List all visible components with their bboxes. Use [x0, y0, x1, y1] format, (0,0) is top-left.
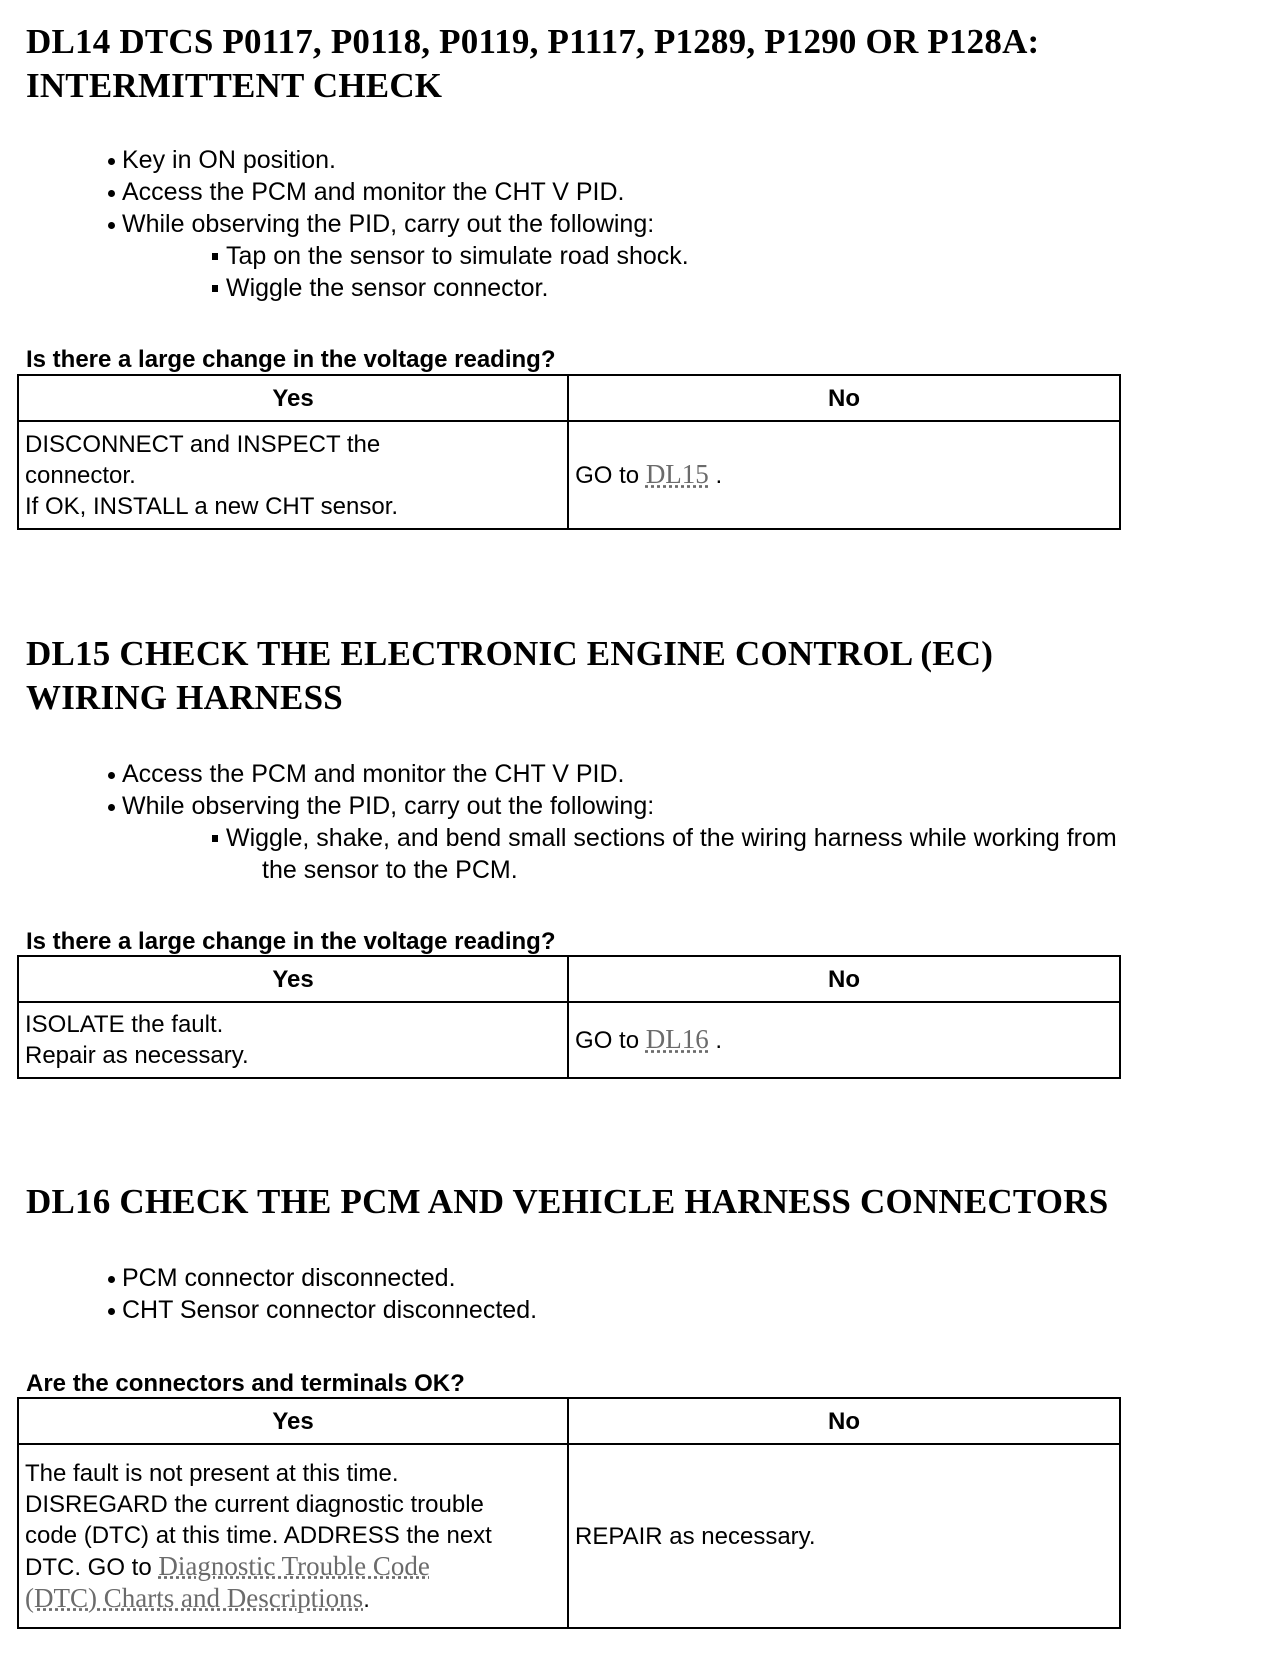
link-suffix: .	[363, 1585, 370, 1613]
no-suffix: .	[715, 462, 723, 489]
sub-list-item	[26, 822, 1236, 886]
dl16-question: Are the connectors and terminals OK?	[26, 1370, 465, 1397]
yes-line: ISOLATE the fault.	[25, 1011, 224, 1038]
link-dl16[interactable]: DL16	[645, 1024, 709, 1054]
dl14-title	[26, 20, 1236, 108]
yes-line: Repair as necessary.	[25, 1042, 249, 1069]
list-item: Access the PCM and monitor the CHT V PID.	[26, 758, 1236, 790]
yes-cell	[18, 1002, 568, 1078]
dl15-steps	[26, 758, 1236, 886]
sub-list-item-line2: the sensor to the PCM.	[262, 856, 518, 884]
sub-list-item-line1: Wiggle, shake, and bend small sections of the wiring harness while working from	[226, 824, 1117, 852]
no-cell	[568, 421, 1120, 529]
yes-line: DISCONNECT and INSPECT the	[25, 430, 381, 458]
dl14-steps	[26, 144, 1236, 304]
dl14-question-block	[26, 346, 1236, 374]
link-dtc-charts-line2[interactable]: (DTC) Charts and Descriptions	[25, 1582, 364, 1613]
no-suffix: .	[715, 1027, 723, 1054]
dl15-title	[26, 632, 1236, 720]
yes-cell	[18, 421, 568, 529]
yes-line: DISREGARD the current diagnostic trouble	[25, 1490, 484, 1518]
yes-line: connector.	[25, 461, 136, 489]
list-item: While observing the PID, carry out the following:	[26, 208, 1236, 240]
yes-header: Yes	[18, 956, 568, 1002]
sub-list-item: Wiggle the sensor connector.	[26, 272, 1236, 304]
no-header: No	[568, 375, 1120, 421]
dl14-decision-table	[17, 374, 1121, 530]
yes-header: Yes	[18, 1398, 568, 1444]
dl16-decision-table	[17, 1397, 1121, 1629]
list-item: Key in ON position.	[26, 144, 1236, 176]
dl14-title-line1: DL14 DTCS P0117, P0118, P0119, P1117, P1289, P1290 OR P128A:	[26, 22, 1040, 61]
list-item: While observing the PID, carry out the following:	[26, 790, 1236, 822]
no-prefix: GO to	[575, 1027, 640, 1054]
link-dl15[interactable]: DL15	[645, 459, 709, 489]
no-prefix: GO to	[575, 462, 640, 489]
dl15-title-line1: DL15 CHECK THE ELECTRONIC ENGINE CONTROL (EC)	[26, 634, 994, 673]
dl16-question-block	[26, 1370, 1236, 1398]
link-dtc-charts-line1[interactable]: Diagnostic Trouble Code	[158, 1550, 430, 1581]
dl14-heading	[26, 20, 1236, 108]
yes-line: The fault is not present at this time.	[25, 1459, 399, 1487]
yes-line: If OK, INSTALL a new CHT sensor.	[25, 492, 399, 520]
list-item: PCM connector disconnected.	[26, 1262, 1236, 1294]
dl15-question-block	[26, 928, 1236, 956]
no-header: No	[568, 956, 1120, 1002]
no-header: No	[568, 1398, 1120, 1444]
dl15-decision-table	[17, 955, 1121, 1079]
dl15-title-line2: WIRING HARNESS	[26, 678, 343, 717]
dl14-question: Is there a large change in the voltage reading?	[26, 346, 556, 373]
dl16-steps	[26, 1262, 1236, 1326]
dl15-question: Is there a large change in the voltage reading?	[26, 928, 556, 955]
yes-cell	[18, 1444, 568, 1628]
dl14-title-line2: INTERMITTENT CHECK	[26, 66, 443, 105]
yes-go-prefix: DTC. GO to	[25, 1553, 152, 1581]
dl15-heading	[26, 632, 1236, 720]
no-cell: REPAIR as necessary.	[568, 1444, 1120, 1628]
list-item: CHT Sensor connector disconnected.	[26, 1294, 1236, 1326]
yes-header: Yes	[18, 375, 568, 421]
dl16-title: DL16 CHECK THE PCM AND VEHICLE HARNESS CONNECTORS	[26, 1182, 1109, 1221]
yes-line: code (DTC) at this time. ADDRESS the next	[25, 1521, 492, 1549]
sub-list-item: Tap on the sensor to simulate road shock.	[26, 240, 1236, 272]
dl16-heading	[26, 1180, 1236, 1224]
list-item: Access the PCM and monitor the CHT V PID.	[26, 176, 1236, 208]
no-cell	[568, 1002, 1120, 1078]
